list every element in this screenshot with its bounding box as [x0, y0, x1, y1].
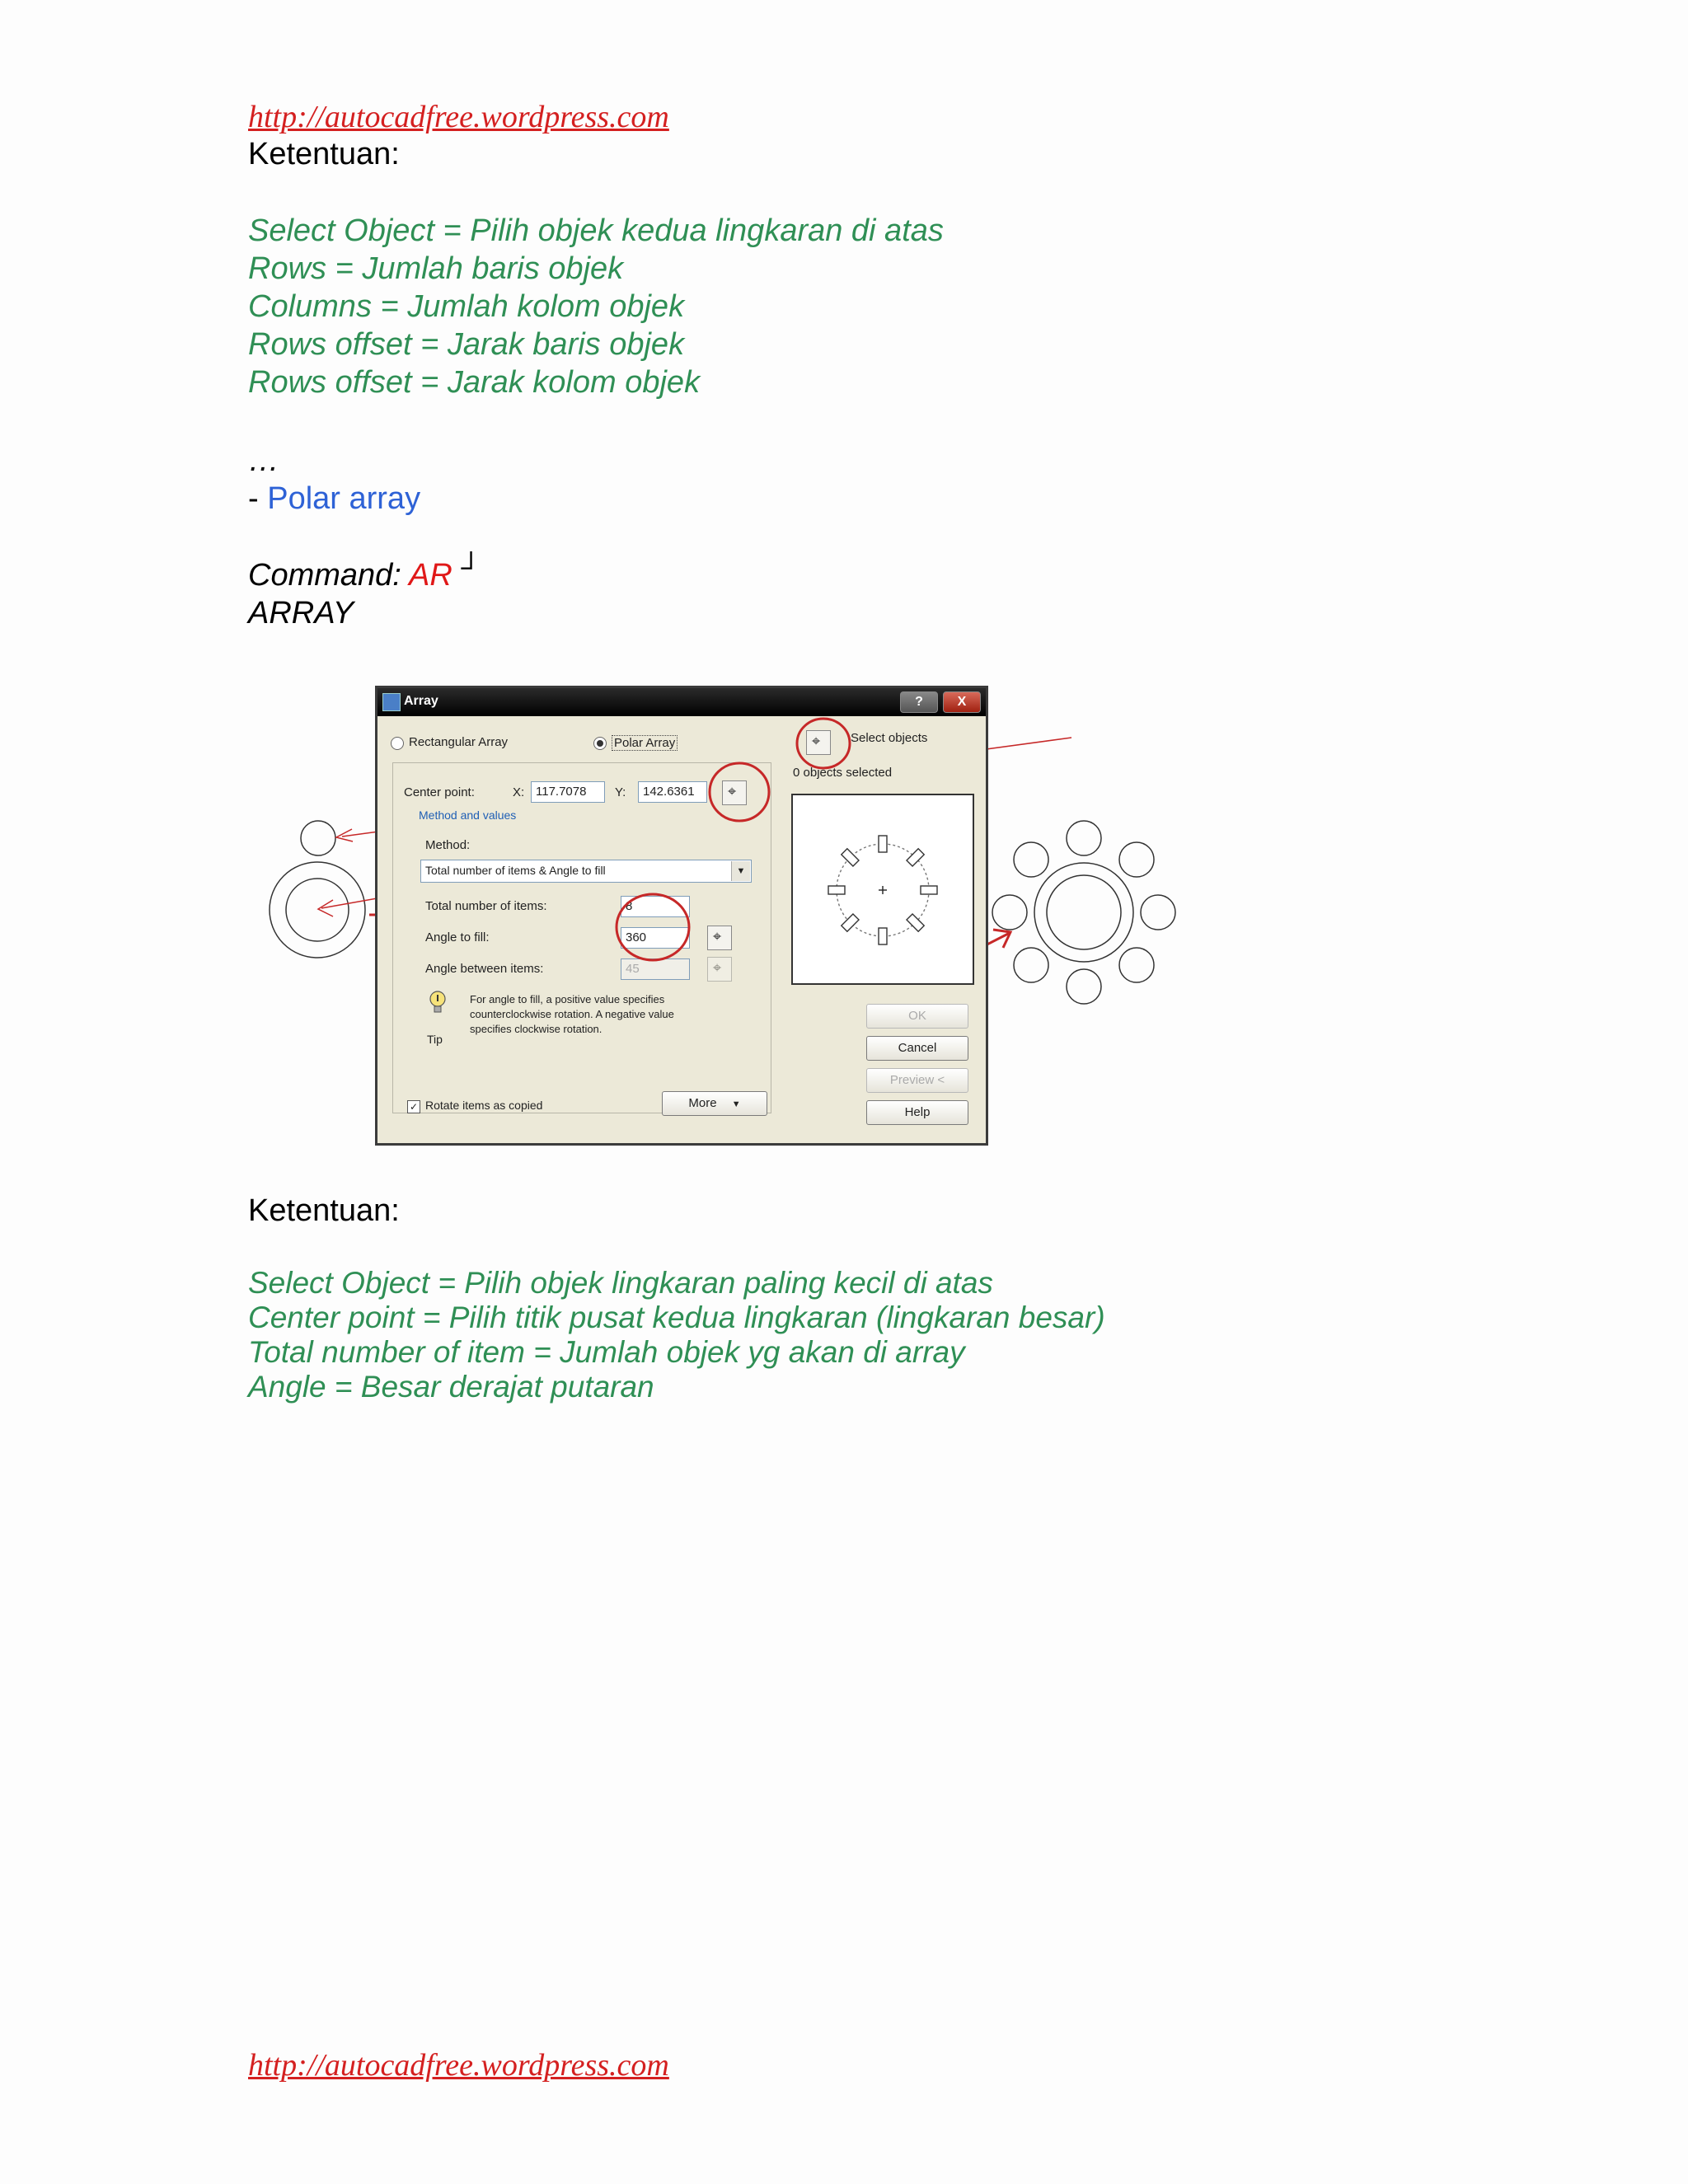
pick-point-highlight	[710, 763, 769, 821]
section2-item: Angle = Besar derajat putaran	[248, 1370, 654, 1404]
y-label: Y:	[615, 785, 626, 799]
dialog-title: Array	[404, 694, 438, 708]
center-x-input[interactable]: 117.7078	[531, 781, 605, 803]
polar-array-heading	[248, 481, 420, 517]
polar-array-label: Polar array	[267, 481, 421, 516]
method-label: Method:	[425, 838, 471, 852]
tip-label: Tip	[427, 1033, 443, 1046]
angle-to-fill-label: Angle to fill:	[425, 930, 490, 944]
footer-link[interactable]: http://autocadfree.wordpress.com	[248, 2048, 669, 2083]
close-button[interactable]: X	[943, 691, 981, 713]
ok-button[interactable]: OK	[866, 1004, 968, 1029]
rectangular-array-label: Rectangular Array	[409, 735, 509, 749]
method-and-values-label: Method and values	[419, 808, 517, 822]
rotate-items-checkbox[interactable]: ✓	[407, 1100, 420, 1113]
center-y-input[interactable]: 142.6361	[638, 781, 707, 803]
tip-text-line: counterclockwise rotation. A negative value	[470, 1008, 674, 1020]
section2-item: Total number of item = Jumlah objek yg akan di array	[248, 1335, 965, 1369]
header-link[interactable]: http://autocadfree.wordpress.com	[248, 100, 669, 134]
select-objects-highlight	[797, 719, 850, 768]
polar-array-radio-label: Polar Array	[612, 735, 678, 751]
polar-result-shape	[992, 821, 1175, 1004]
select-objects-label: Select objects	[851, 731, 928, 745]
small-circle-shape	[301, 821, 335, 855]
tip-text-line: specifies clockwise rotation.	[470, 1023, 603, 1035]
double-chevron-down-icon: ▼	[731, 1099, 741, 1109]
command-value: AR	[409, 558, 452, 593]
help-title-button[interactable]: ?	[900, 691, 938, 713]
angle-between-label: Angle between items:	[425, 962, 544, 976]
objects-selected-status: 0 objects selected	[793, 766, 893, 780]
x-label: X:	[513, 785, 525, 799]
chevron-down-icon[interactable]: ▼	[731, 861, 750, 881]
section1-heading: Ketentuan:	[248, 137, 400, 171]
section1-item: Rows offset = Jarak kolom objek	[248, 365, 701, 400]
method-select-value: Total number of items & Angle to fill	[425, 864, 606, 877]
enter-icon: ┘	[461, 552, 481, 583]
angle-between-input[interactable]: 45	[621, 958, 690, 980]
items-angle-highlight	[617, 894, 689, 960]
total-items-input[interactable]: 8	[621, 896, 690, 917]
dash: -	[248, 481, 268, 516]
ellipsis: …	[248, 443, 279, 478]
highlight-annotations	[346, 676, 923, 1005]
more-button[interactable]	[662, 1091, 767, 1116]
section1-item: Rows offset = Jarak baris objek	[248, 327, 685, 362]
tip-text-line: For angle to fill, a positive value specifies	[470, 993, 665, 1005]
section2-item: Center point = Pilih titik pusat kedua lingkaran (lingkaran besar)	[248, 1301, 1105, 1334]
section1-item: Rows = Jumlah baris objek	[248, 251, 624, 286]
more-button-label: More	[688, 1096, 717, 1110]
rotate-items-label: Rotate items as copied	[425, 1099, 543, 1112]
command-prefix: Command:	[248, 558, 409, 593]
preview-button[interactable]: Preview <	[866, 1068, 968, 1093]
cancel-button[interactable]: Cancel	[866, 1036, 968, 1061]
command-array: ARRAY	[248, 596, 354, 630]
angle-to-fill-input[interactable]: 360	[621, 927, 690, 949]
command-line	[248, 552, 481, 593]
section2-item: Select Object = Pilih objek lingkaran paling kecil di atas	[248, 1266, 993, 1300]
total-items-label: Total number of items:	[425, 899, 547, 913]
section1-item: Columns = Jumlah kolom objek	[248, 289, 685, 324]
center-point-label: Center point:	[404, 785, 475, 799]
inner-circle-shape	[286, 879, 349, 941]
section1-item: Select Object = Pilih objek kedua lingkaran di atas	[248, 213, 944, 248]
help-button[interactable]: Help	[866, 1100, 968, 1125]
section2-heading: Ketentuan:	[248, 1193, 400, 1228]
